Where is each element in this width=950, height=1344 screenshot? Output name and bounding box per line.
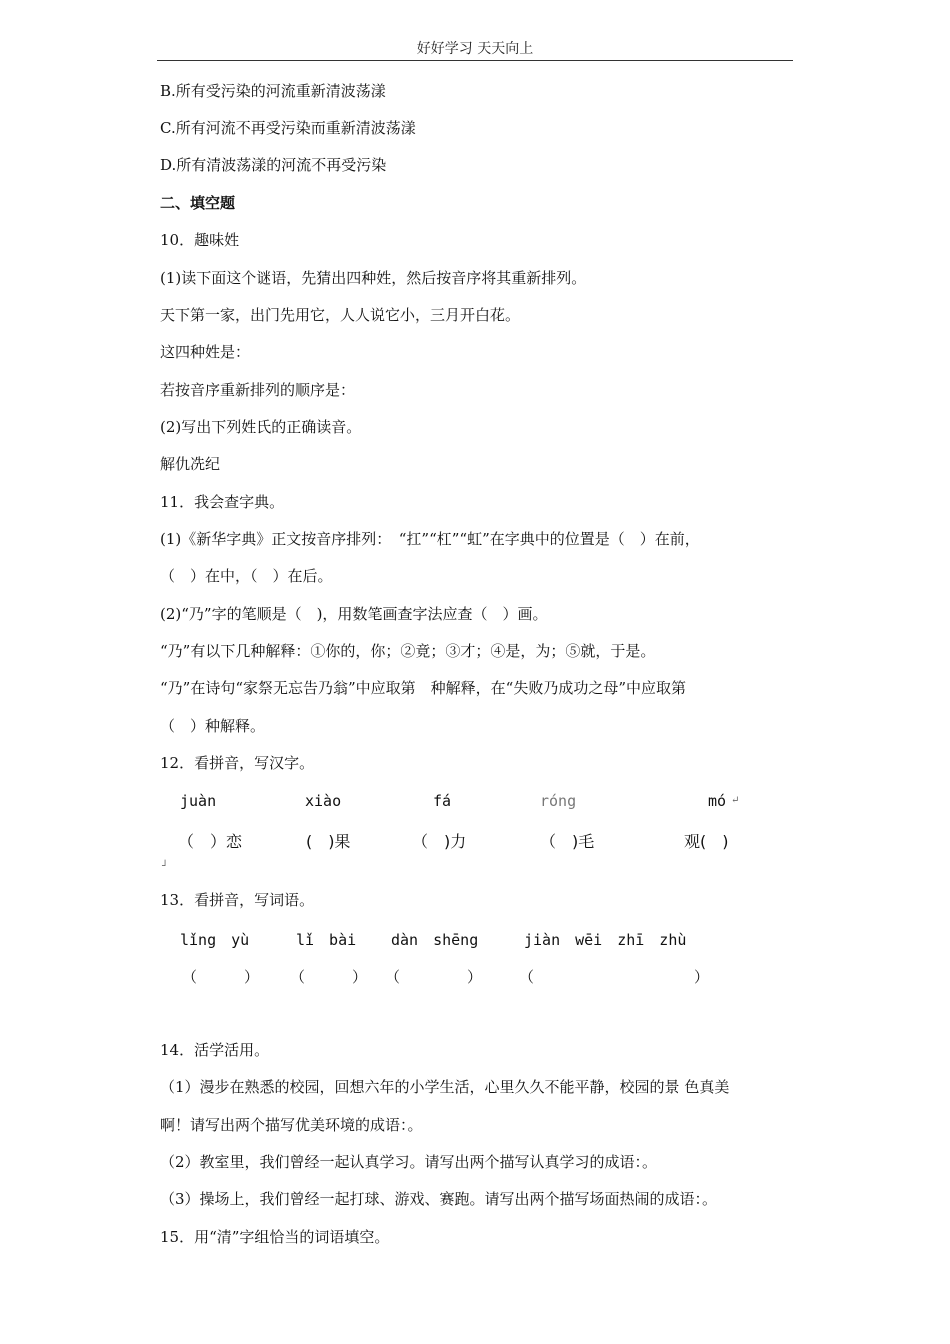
q13-pinyin-3: dàn shēng <box>391 931 479 949</box>
q10-title: 10．趣味姓 <box>160 231 240 249</box>
q10-riddle: 天下第一家，出门先用它，人人说它小，三月开白花。 <box>160 306 521 324</box>
q13-open-2: （ <box>290 968 306 986</box>
q14-part2: （2）教室里，我们曾经一起认真学习。请写出两个描写认真学习的成语：。 <box>160 1153 658 1171</box>
q12-pinyin-4: róng <box>540 792 577 810</box>
option-b: B.所有受污染的河流重新清波荡漾 <box>160 82 386 100</box>
q13-open-4: （ <box>519 968 535 986</box>
q13-close-2: ） <box>352 968 368 986</box>
q14-part1-cont: 啊！请写出两个描写优美环境的成语：。 <box>160 1116 423 1134</box>
q15-title: 15．用“清”字组恰当的词语填空。 <box>160 1228 390 1246</box>
q12-answer-4: （ )毛 <box>540 832 595 851</box>
header-rule <box>157 60 793 61</box>
q10-order-prompt: 若按音序重新排列的顺序是： <box>160 381 356 399</box>
q13-close-4: ） <box>694 968 710 986</box>
q12-answer-5: 观( ) <box>684 832 729 851</box>
q13-close-3: ） <box>467 968 483 986</box>
return-mark: ↵ <box>731 795 740 806</box>
q10-part1: (1)读下面这个谜语，先猜出四种姓，然后按音序将其重新排列。 <box>160 269 587 287</box>
q12-pinyin-5: mó <box>708 792 727 810</box>
q12-answer-1: （ ）恋 <box>178 832 243 851</box>
q11-part1-cont: （ ）在中，（ ）在后。 <box>160 567 333 585</box>
q12-pinyin-3: fá <box>433 792 452 810</box>
q12-title: 12．看拼音，写汉字。 <box>160 754 315 772</box>
q10-names-prompt: 这四种姓是： <box>160 343 251 361</box>
q13-open-1: （ <box>182 968 198 986</box>
option-c: C.所有河流不再受污染而重新清波荡漾 <box>160 119 416 137</box>
q11-usage-cont: （ ）种解释。 <box>160 717 266 735</box>
q10-part2: (2)写出下列姓氏的正确读音。 <box>160 418 362 436</box>
q14-part3: （3）操场上，我们曾经一起打球、游戏、赛跑。请写出两个描写场面热闹的成语：。 <box>160 1190 718 1208</box>
q14-title: 14．活学活用。 <box>160 1041 270 1059</box>
q12-pinyin-2: xiào <box>305 792 342 810</box>
q11-part2: (2)“乃”字的笔顺是（ )，用数笔画查字法应查（ ）画。 <box>160 605 548 623</box>
q13-open-3: （ <box>385 968 401 986</box>
q13-title: 13．看拼音，写词语。 <box>160 891 315 909</box>
q11-meanings: “乃”有以下几种解释：①你的，你；②竟；③才；④是，为；⑤就，于是。 <box>160 642 656 660</box>
q11-title: 11．我会查字典。 <box>160 493 285 511</box>
q11-part1: (1)《新华字典》正文按音序排列： “扛”“杠”“虹”在字典中的位置是（ ）在前， <box>160 530 700 548</box>
page-header: 好好学习 天天向上 <box>416 41 534 57</box>
q12-answer-3: （ )力 <box>412 832 467 851</box>
q13-pinyin-2: lǐ bài <box>296 931 357 949</box>
q13-pinyin-4: jiàn wēi zhī zhù <box>524 931 687 949</box>
q13-close-1: ） <box>244 968 260 986</box>
q12-pinyin-1: juàn <box>180 792 217 810</box>
q10-surnames: 解仇冼纪 <box>160 455 221 473</box>
q12-answer-2: ( )果 <box>306 832 351 851</box>
corner-mark: ┘ <box>162 861 169 872</box>
q11-usage: “乃”在诗句“家祭无忘告乃翁”中应取第 种解释，在“失败乃成功之母”中应取第 <box>160 679 687 697</box>
section-title: 二、填空题 <box>160 194 236 212</box>
option-d: D.所有清波荡漾的河流不再受污染 <box>160 156 387 174</box>
q13-pinyin-1: lǐng yù <box>180 931 250 949</box>
q14-part1: （1）漫步在熟悉的校园，回想六年的小学生活，心里久久不能平静，校园的景 色真美 <box>160 1078 730 1096</box>
